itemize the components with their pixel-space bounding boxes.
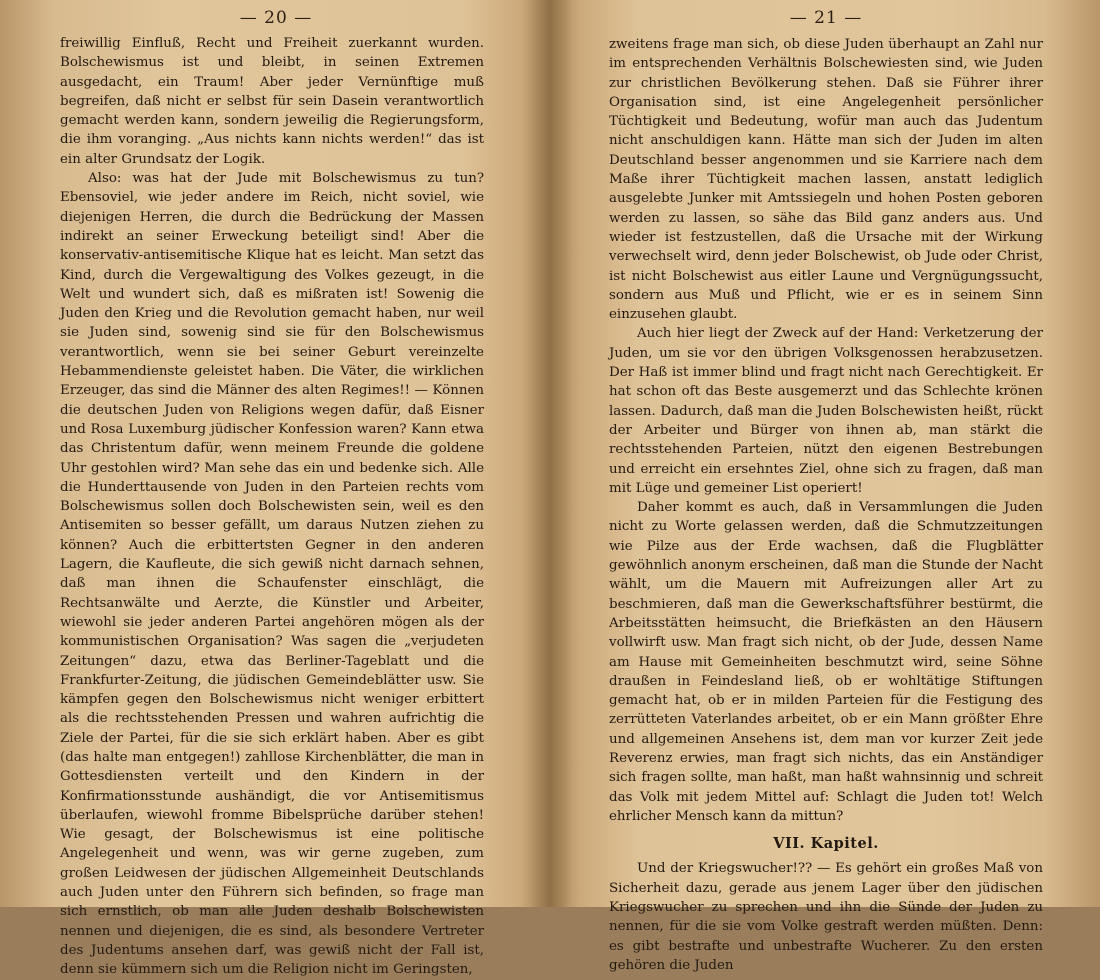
chapter-heading: VII. Kapitel.: [773, 835, 879, 853]
paragraph: freiwillig Einfluß, Recht und Freiheit zuerkannt wurden. Bolschewismus ist und bleibt, in seinen Extremen ausgedacht, ein Traum! Aber jeder Vernünftige muß begreifen, daß nicht er selbst für sein Dasein verantwortlich gemacht werden kann, sondern jeweilig die Regierungsform, die ihm voranging. „Aus nichts kann nichts werden!“ das ist ein alter Grundsatz der Logik.: [60, 36, 484, 167]
left-page-body: [60, 34, 484, 980]
paragraph: zweitens frage man sich, ob diese Juden überhaupt an Zahl nur im entsprechenden Verhältnis Bolschewiesten sind, wie Juden zur christlichen Bevölkerung stehen. Daß sie Führer ihrer Organisation sind, ist eine Angelegenheit persönlicher Tüchtigkeit und Bedeutung, wofür man auch das Judentum nicht anschuldigen kann. Hätte man sich der Juden im alten Deutschland besser angenommen und sie Karriere nach dem Maße ihrer Tüchtigkeit machen lassen, anstatt lediglich ausgelebte Junker mit Amtssiegeln und hohen Posten geboren werden zu lassen, so sähe das Bild ganz anders aus. Und wieder ist festzustellen, daß die Ursache mit der Wirkung verwechselt wird, denn jeder Bolschewist, ob Jude oder Christ, ist nicht Bolschewist aus eitler Laune und Vergnügungssucht, sondern aus Muß und Pflicht, wie er es in seinem Sinn einzusehen glaubt.: [609, 37, 1043, 323]
right-page-body: [609, 35, 1043, 975]
page-number-right: — 21 —: [789, 8, 863, 28]
right-page: [552, 0, 1100, 973]
paragraph: Also: was hat der Jude mit Bolschewismus zu tun? Ebensoviel, wie jeder andere im Reich, nicht soviel, wie diejenigen Herren, die durch die Bedrückung der Massen indirekt an seiner Erweckung beteiligt sind! Aber die konservativ-antisemitische Klique hat es leicht. Man setzt das Kind, durch die Vergewaltigung des Volkes gezeugt, in die Welt und wundert sich, daß es mißraten ist! Sowenig die Juden den Krieg und die Revolution gemacht haben, nur weil sie Juden sind, sowenig sind sie für den Bolschewismus verantwortlich, wenn sie bei seiner Geburt vereinzelte Hebammendienste geleistet haben. Die Väter, die wirklichen Erzeuger, das sind die Männer des alten Regimes!! — Können die deutschen Juden von Religions wegen dafür, daß Eisner und Rosa Luxemburg jüdischer Konfession waren? Kann etwa das Christentum dafür, wenn meinem Freunde die goldene Uhr gestohlen wird? Man sehe das ein und bedenke sich. Alle die Hunderttausende von Juden in den Parteien rechts vom Bolschewismus sollen doch Bolschewisten sein, weil es den Antisemiten so besser gefällt, um daraus Nutzen ziehen zu können? Auch die erbittertsten Gegner in den anderen Lagern, die Kaufleute, die sich gewiß nicht darnach sehnen, daß man ihnen die Schaufenster einschlägt, die Rechtsanwälte und Aerzte, die Künstler und Arbeiter, wiewohl sie jeder anderen Partei angehören mögen als der kommunistischen Organisation? Was sagen die „verjudeten Zeitungen“ dazu, etwa das Berliner-Tageblatt und die Frankfurter-Zeitung, die jüdischen Gemeindeblätter usw. Sie kämpfen gegen den Bolschewismus nicht weniger erbittert als die rechtsstehenden Pressen und wahren aufrichtig die Ziele der Partei, für die sie sich erklärt haben. Aber es gibt (das halte man entgegen!) zahllose Kirchenblätter, die man in Gottesdiensten verteilt und den Kindern in der Konfirmationsstunde aushändigt, die vor Antisemitismus überlaufen, wiewohl fromme Bibelsprüche darüber stehen! Wie gesagt, der Bolschewismus ist eine politische Angelegenheit und wenn, was wir gerne zugeben, zum großen Leidwesen der jüdischen Allgemeinheit Deutschlands auch Juden unter den Führern sich befinden, so frage man sich ernstlich, ob man alle Juden deshalb Bolschewisten nennen und diejenigen, die es sind, als besondere Vertreter des Judentums ansehen darf, was gewiß nicht der Fall ist, denn sie kümmern sich um die Religion nicht im Geringsten,: [60, 171, 484, 978]
paragraph: Daher kommt es auch, daß in Versammlungen die Juden nicht zu Worte gelassen werden, daß die Schmutzzeitungen wie Pilze aus der Erde wachsen, daß die Flugblätter gewöhnlich anonym erscheinen, daß man die Stunde der Nacht wählt, um die Mauern mit Aufreizungen aller Art zu beschmieren, daß man die Gewerkschaftsführer bestürmt, die Arbeitsstätten heimsucht, die Briefkästen an den Häusern vollwirft usw. Man fragt sich nicht, ob der Jude, dessen Name am Hause mit Gemeinheiten beschmutzt wird, seine Söhne draußen in Feindesland ließ, ob er wohltätige Stiftungen gemacht hat, ob er in milden Parteien für die Festigung des zerrütteten Vaterlandes arbeitet, ob er ein Mann größter Ehre und allgemeinen Ansehens ist, dem man vor kurzer Zeit jede Reverenz erwies, man fragt sich nichts, das ein Anständiger sich fragen sollte, man haßt, man haßt wahnsinnig und schreit das Volk mit jedem Mittel auf: Schlagt die Juden tot! Welch ehrlicher Mensch kann da mittun?: [609, 500, 1043, 824]
page-number-left: — 20 —: [239, 8, 313, 28]
paragraph: Auch hier liegt der Zweck auf der Hand: Verketzerung der Juden, um sie vor den übrigen Volksgenossen herabzusetzen. Der Haß ist immer blind und fragt nicht nach Gerechtigkeit. Er hat schon oft das Beste ausgemerzt und das Schlechte krönen lassen. Dadurch, daß man die Juden Bolschewisten heißt, rückt der Arbeiter und Bürger von ihnen ab, man stärkt die rechtsstehenden Parteien, nützt den eigenen Bestrebungen und erreicht ein ersehntes Ziel, ohne sich zu fragen, daß man mit Lüge und gemeiner List operiert!: [609, 326, 1043, 496]
paragraph: Und der Kriegswucher!?? — Es gehört ein großes Maß von Sicherheit dazu, gerade aus jenem Lager über den jüdischen Kriegswucher zu sprechen und ihn die Sünde der Juden zu nennen, für die sie vom Volke gestraft werden müßten. Denn: es gibt bestrafte und unbestrafte Wucherer. Zu den ersten gehören die Juden: [609, 861, 1043, 973]
